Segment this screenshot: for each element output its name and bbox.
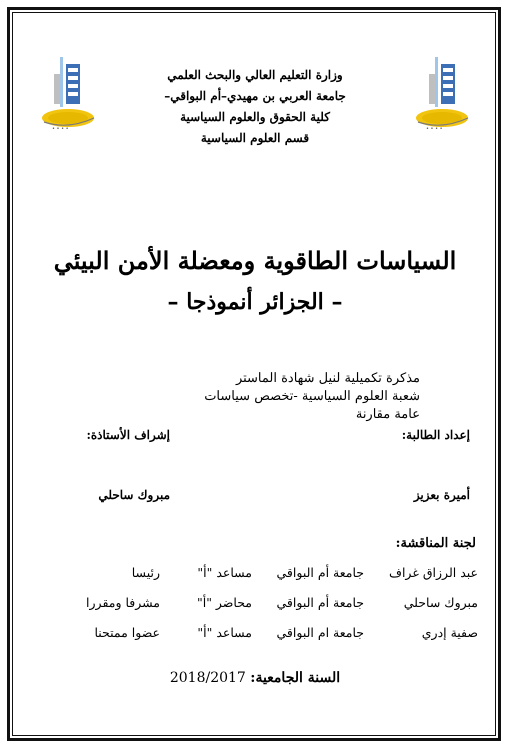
academic-year-value: 2018/2017 <box>169 670 246 686</box>
memo-description <box>180 370 420 424</box>
academic-year <box>150 670 360 686</box>
prepared-by-label: إعداد الطالبة: <box>401 428 470 442</box>
institution-header <box>140 65 370 149</box>
committee-label: لجنة المناقشة: <box>395 536 476 551</box>
university-logo-left <box>30 52 100 132</box>
member-rank: مساعد "أ" <box>197 565 252 580</box>
university-emblem-icon <box>408 52 478 132</box>
memo-line-specialty: شعبة العلوم السياسية -تخصص سياسات عامة مقارنة <box>204 389 420 422</box>
supervision-label: إشراف الأستاذة: <box>86 428 170 442</box>
department-line: قسم العلوم السياسية <box>200 131 310 145</box>
ministry-line: وزارة التعليم العالي والبحث العلمي <box>167 68 343 82</box>
svg-text:• • • •: • • • • <box>426 126 443 132</box>
student-name: أميرة بعزيز <box>413 488 470 502</box>
member-rank: محاضر "أ" <box>196 595 252 610</box>
member-name: عبد الرزاق غراف <box>389 565 478 580</box>
university-emblem-icon <box>30 52 100 132</box>
thesis-title: السياسات الطاقوية ومعضلة الأمن البيئي <box>53 246 457 275</box>
member-role: مشرفا ومقررا <box>86 595 160 610</box>
member-university: جامعة أم البواقي <box>276 595 364 610</box>
university-logo-right <box>408 52 478 132</box>
supervisor-name: مبروك ساحلي <box>98 488 170 502</box>
member-name: صفية إدري <box>421 625 478 640</box>
member-name: مبروك ساحلي <box>403 595 478 610</box>
member-role: رئيسا <box>131 565 160 580</box>
member-university: جامعة أم البواقي <box>276 565 364 580</box>
member-university: جامعة ام البواقي <box>276 625 364 640</box>
academic-year-label: السنة الجامعية: <box>250 670 341 686</box>
svg-text:• • • •: • • • • <box>52 126 69 132</box>
thesis-subtitle: – الجزائر أنموذجا – <box>167 289 343 315</box>
memo-line-degree: مذكرة تكميلية لنيل شهادة الماستر <box>235 371 420 386</box>
member-rank: مساعد "أ" <box>197 625 252 640</box>
faculty-line: كلية الحقوق والعلوم السياسية <box>180 110 330 124</box>
member-role: عضوا ممتحنا <box>94 625 160 640</box>
university-line: جامعة العربي بن مهيدي–أم البواقي– <box>164 89 346 103</box>
